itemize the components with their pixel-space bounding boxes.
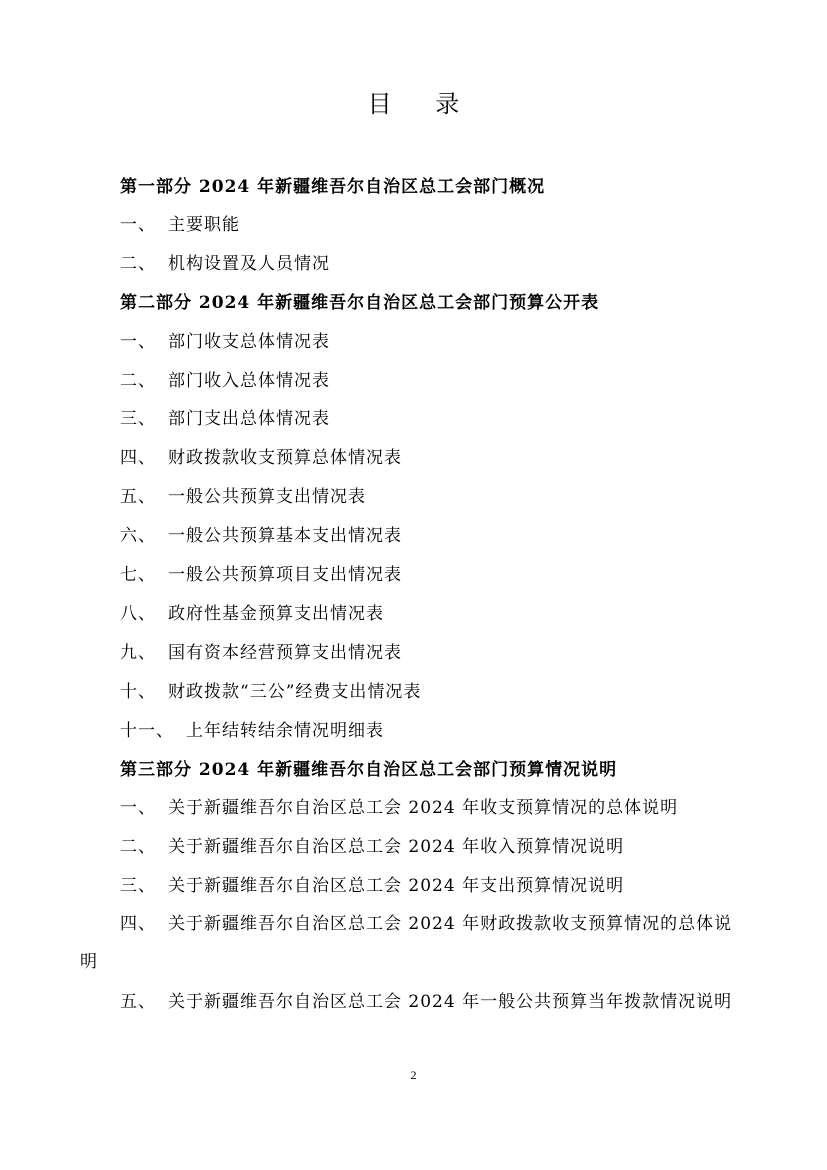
- toc-item-label: 上年结转结余情况明细表: [186, 721, 384, 741]
- toc-item-label: 财政拨款收支预算总体情况表: [168, 448, 402, 468]
- toc-item[interactable]: [120, 408, 330, 430]
- toc-item-label: 主要职能: [168, 215, 240, 235]
- toc-item[interactable]: [120, 603, 384, 625]
- toc-item-label: 机构设置及人员情况: [168, 254, 330, 274]
- toc-item-label: 部门支出总体情况表: [168, 409, 330, 429]
- toc-item-label: 部门收入总体情况表: [168, 371, 330, 391]
- toc-item[interactable]: [120, 720, 384, 742]
- toc-item-number: 十一、: [120, 721, 174, 741]
- toc-item[interactable]: [120, 370, 330, 392]
- toc-item-label: 关于新疆维吾尔自治区总工会 2024 年收支预算情况的总体说明: [168, 798, 679, 818]
- toc-item-number: 二、: [120, 254, 156, 274]
- toc-item[interactable]: [120, 875, 624, 897]
- toc-item-label: 国有资本经营预算支出情况表: [168, 643, 402, 663]
- toc-item-number: 五、: [120, 992, 156, 1012]
- toc-item-number: 八、: [120, 604, 156, 624]
- toc-item-label: 关于新疆维吾尔自治区总工会 2024 年支出预算情况说明: [168, 876, 625, 896]
- toc-item[interactable]: [120, 331, 330, 353]
- page-title: 目 录: [367, 90, 478, 118]
- toc-item-number: 十、: [120, 682, 156, 702]
- toc-item-multiline[interactable]: [80, 905, 750, 981]
- toc-item-multiline[interactable]: [80, 983, 750, 1021]
- toc-item[interactable]: [120, 681, 421, 703]
- toc-item-label: 关于新疆维吾尔自治区总工会 2024 年收入预算情况说明: [168, 837, 625, 857]
- toc-item-number: 四、: [120, 448, 156, 468]
- toc-item-label: 部门收支总体情况表: [168, 332, 330, 352]
- toc-item-number: 三、: [120, 876, 156, 896]
- toc-item-number: 四、: [120, 914, 156, 934]
- toc-item-number: 三、: [120, 409, 156, 429]
- toc-item[interactable]: [120, 253, 330, 275]
- toc-item[interactable]: [120, 447, 402, 469]
- part2-heading[interactable]: 第二部分 2024 年新疆维吾尔自治区总工会部门预算公开表: [120, 293, 600, 313]
- part1-heading[interactable]: 第一部分 2024 年新疆维吾尔自治区总工会部门概况: [120, 177, 546, 197]
- toc-item[interactable]: [120, 642, 402, 664]
- toc-item-number: 一、: [120, 215, 156, 235]
- toc-item[interactable]: [120, 564, 402, 586]
- toc-item-number: 七、: [120, 565, 156, 585]
- toc-item-number: 一、: [120, 332, 156, 352]
- toc-item[interactable]: [120, 797, 678, 819]
- toc-item-label: 一般公共预算支出情况表: [168, 487, 366, 507]
- part3-heading[interactable]: 第三部分 2024 年新疆维吾尔自治区总工会部门预算情况说明: [120, 760, 618, 780]
- toc-item-label: 一般公共预算基本支出情况表: [168, 526, 402, 546]
- toc-item-number: 一、: [120, 798, 156, 818]
- toc-item-label: 关于新疆维吾尔自治区总工会 2024 年财政拨款收支预算情况的总体说明: [80, 914, 733, 972]
- toc-item[interactable]: [120, 486, 366, 508]
- toc-item-number: 六、: [120, 526, 156, 546]
- toc-item[interactable]: [120, 525, 402, 547]
- toc-item-number: 九、: [120, 643, 156, 663]
- page-number: 2: [410, 1068, 417, 1082]
- toc-item-number: 二、: [120, 371, 156, 391]
- toc-item-label: 政府性基金预算支出情况表: [168, 604, 384, 624]
- toc-item[interactable]: [120, 836, 624, 858]
- toc-item-label: 关于新疆维吾尔自治区总工会 2024 年一般公共预算当年拨款情况说明: [168, 992, 733, 1012]
- toc-item[interactable]: [120, 214, 240, 236]
- toc-item-number: 五、: [120, 487, 156, 507]
- toc-item-label: 一般公共预算项目支出情况表: [168, 565, 402, 585]
- toc-item-number: 二、: [120, 837, 156, 857]
- toc-item-label: 财政拨款“三公”经费支出情况表: [168, 682, 422, 702]
